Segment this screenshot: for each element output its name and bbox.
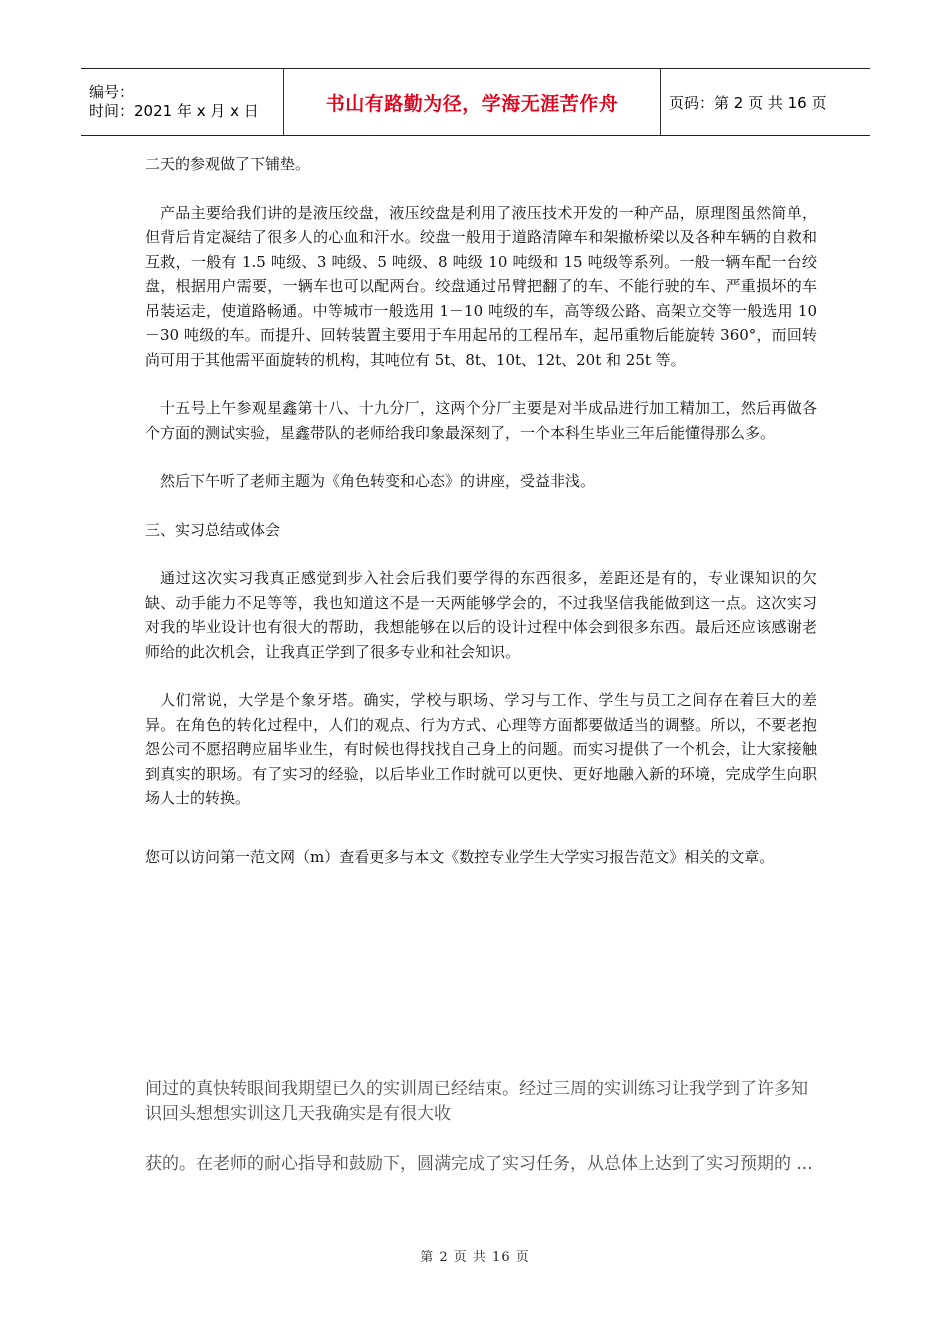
- paragraph-1: 二天的参观做了下铺垫。: [145, 155, 311, 173]
- paragraph-6: 人们常说，大学是个象牙塔。确实，学校与职场、学习与工作、学生与员工之间存在着巨大的差异。在角色的转化过程中，人们的观点、行为方式、心理等方面都要做适当的调整。所以，不要老抱怨公司不愿招聘应届毕业生，有时候也得找找自己身上的问题。而实习提供了一个机会，让大家接触到真实的职场。有了实习的经验，以后毕业工作时就可以更快、更好地融入新的环境，完成学生向职场人士的转换。: [145, 691, 817, 807]
- header-page-number: [661, 69, 870, 135]
- paragraph-7: 您可以访问第一范文网（m）查看更多与本文《数控专业学生大学实习报告范文》相关的文章。: [145, 847, 775, 866]
- footer-page-text: 第 2 页 共 16 页: [420, 1250, 530, 1265]
- page-header: [81, 68, 870, 136]
- page-number-text: 页码：第 2 页 共 16 页: [669, 93, 827, 112]
- paragraph-2: 产品主要给我们讲的是液压绞盘，液压绞盘是利用了液压技术开发的一种产品，原理图虽然简单，但背后肯定凝结了很多人的心血和汗水。绞盘一般用于道路清障车和架撤桥梁以及各种车辆的自救和互救，一般有 1.5 吨级、3 吨级、5 吨级、8 吨级 10 吨级和 15 吨级等系列。一般一辆车配一台绞盘，根据用户需要，一辆车也可以配两台。绞盘通过吊臂把翻了的车、不能行驶的车、严重损坏的车吊装运走，使道路畅通。中等城市一般选用 1－10 吨级的车，高等级公路、高架立交等一般选用 10－30 吨级的车。而提升、回转装置主要用于车用起吊的工程吊车，起吊重物后能旋转 360°，而回转尚可用于其他需平面旋转的机构，其吨位有 5t、8t、10t、12t、20t 和 25t 等。: [145, 203, 817, 369]
- motto-text: 书山有路勤为径，学海无涯苦作舟: [325, 92, 619, 115]
- excerpt-line-1: 间过的真快转眼间我期望已久的实训周已经结束。经过三周的实训练习让我学到了许多知识回头想想实训这几天我确实是有很大收: [145, 1079, 808, 1124]
- header-motto: [283, 69, 661, 135]
- page-footer: [0, 1246, 950, 1265]
- paragraph-3: 十五号上午参观星鑫第十八、十九分厂，这两个分厂主要是对半成品进行加工精加工，然后再做各个方面的测试实验，星鑫带队的老师给我印象最深刻了，一个本科生毕业三年后能懂得那么多。: [145, 399, 817, 442]
- document-body: [145, 152, 817, 893]
- excerpt-line-2: 获的。在老师的耐心指导和鼓励下，圆满完成了实习任务，从总体上达到了实习预期的 ...: [145, 1154, 813, 1174]
- document-number-label: 编号：: [89, 83, 135, 101]
- document-date-label: 时间：2021 年 x 月 x 日: [89, 102, 259, 120]
- header-meta: [81, 69, 283, 135]
- section-heading-3: 三、实习总结或体会: [145, 520, 281, 539]
- paragraph-5: 通过这次实习我真正感觉到步入社会后我们要学得的东西很多，差距还是有的，专业课知识的欠缺、动手能力不足等等，我也知道这不是一天两能够学会的，不过我坚信我能做到这一点。这次实习对我的毕业设计也有很大的帮助，我想能够在以后的设计过程中体会到很多东西。最后还应该感谢老师给的此次机会，让我真正学到了很多专业和社会知识。: [145, 569, 817, 661]
- paragraph-4: 然后下午听了老师主题为《角色转变和心态》的讲座，受益非浅。: [160, 472, 596, 490]
